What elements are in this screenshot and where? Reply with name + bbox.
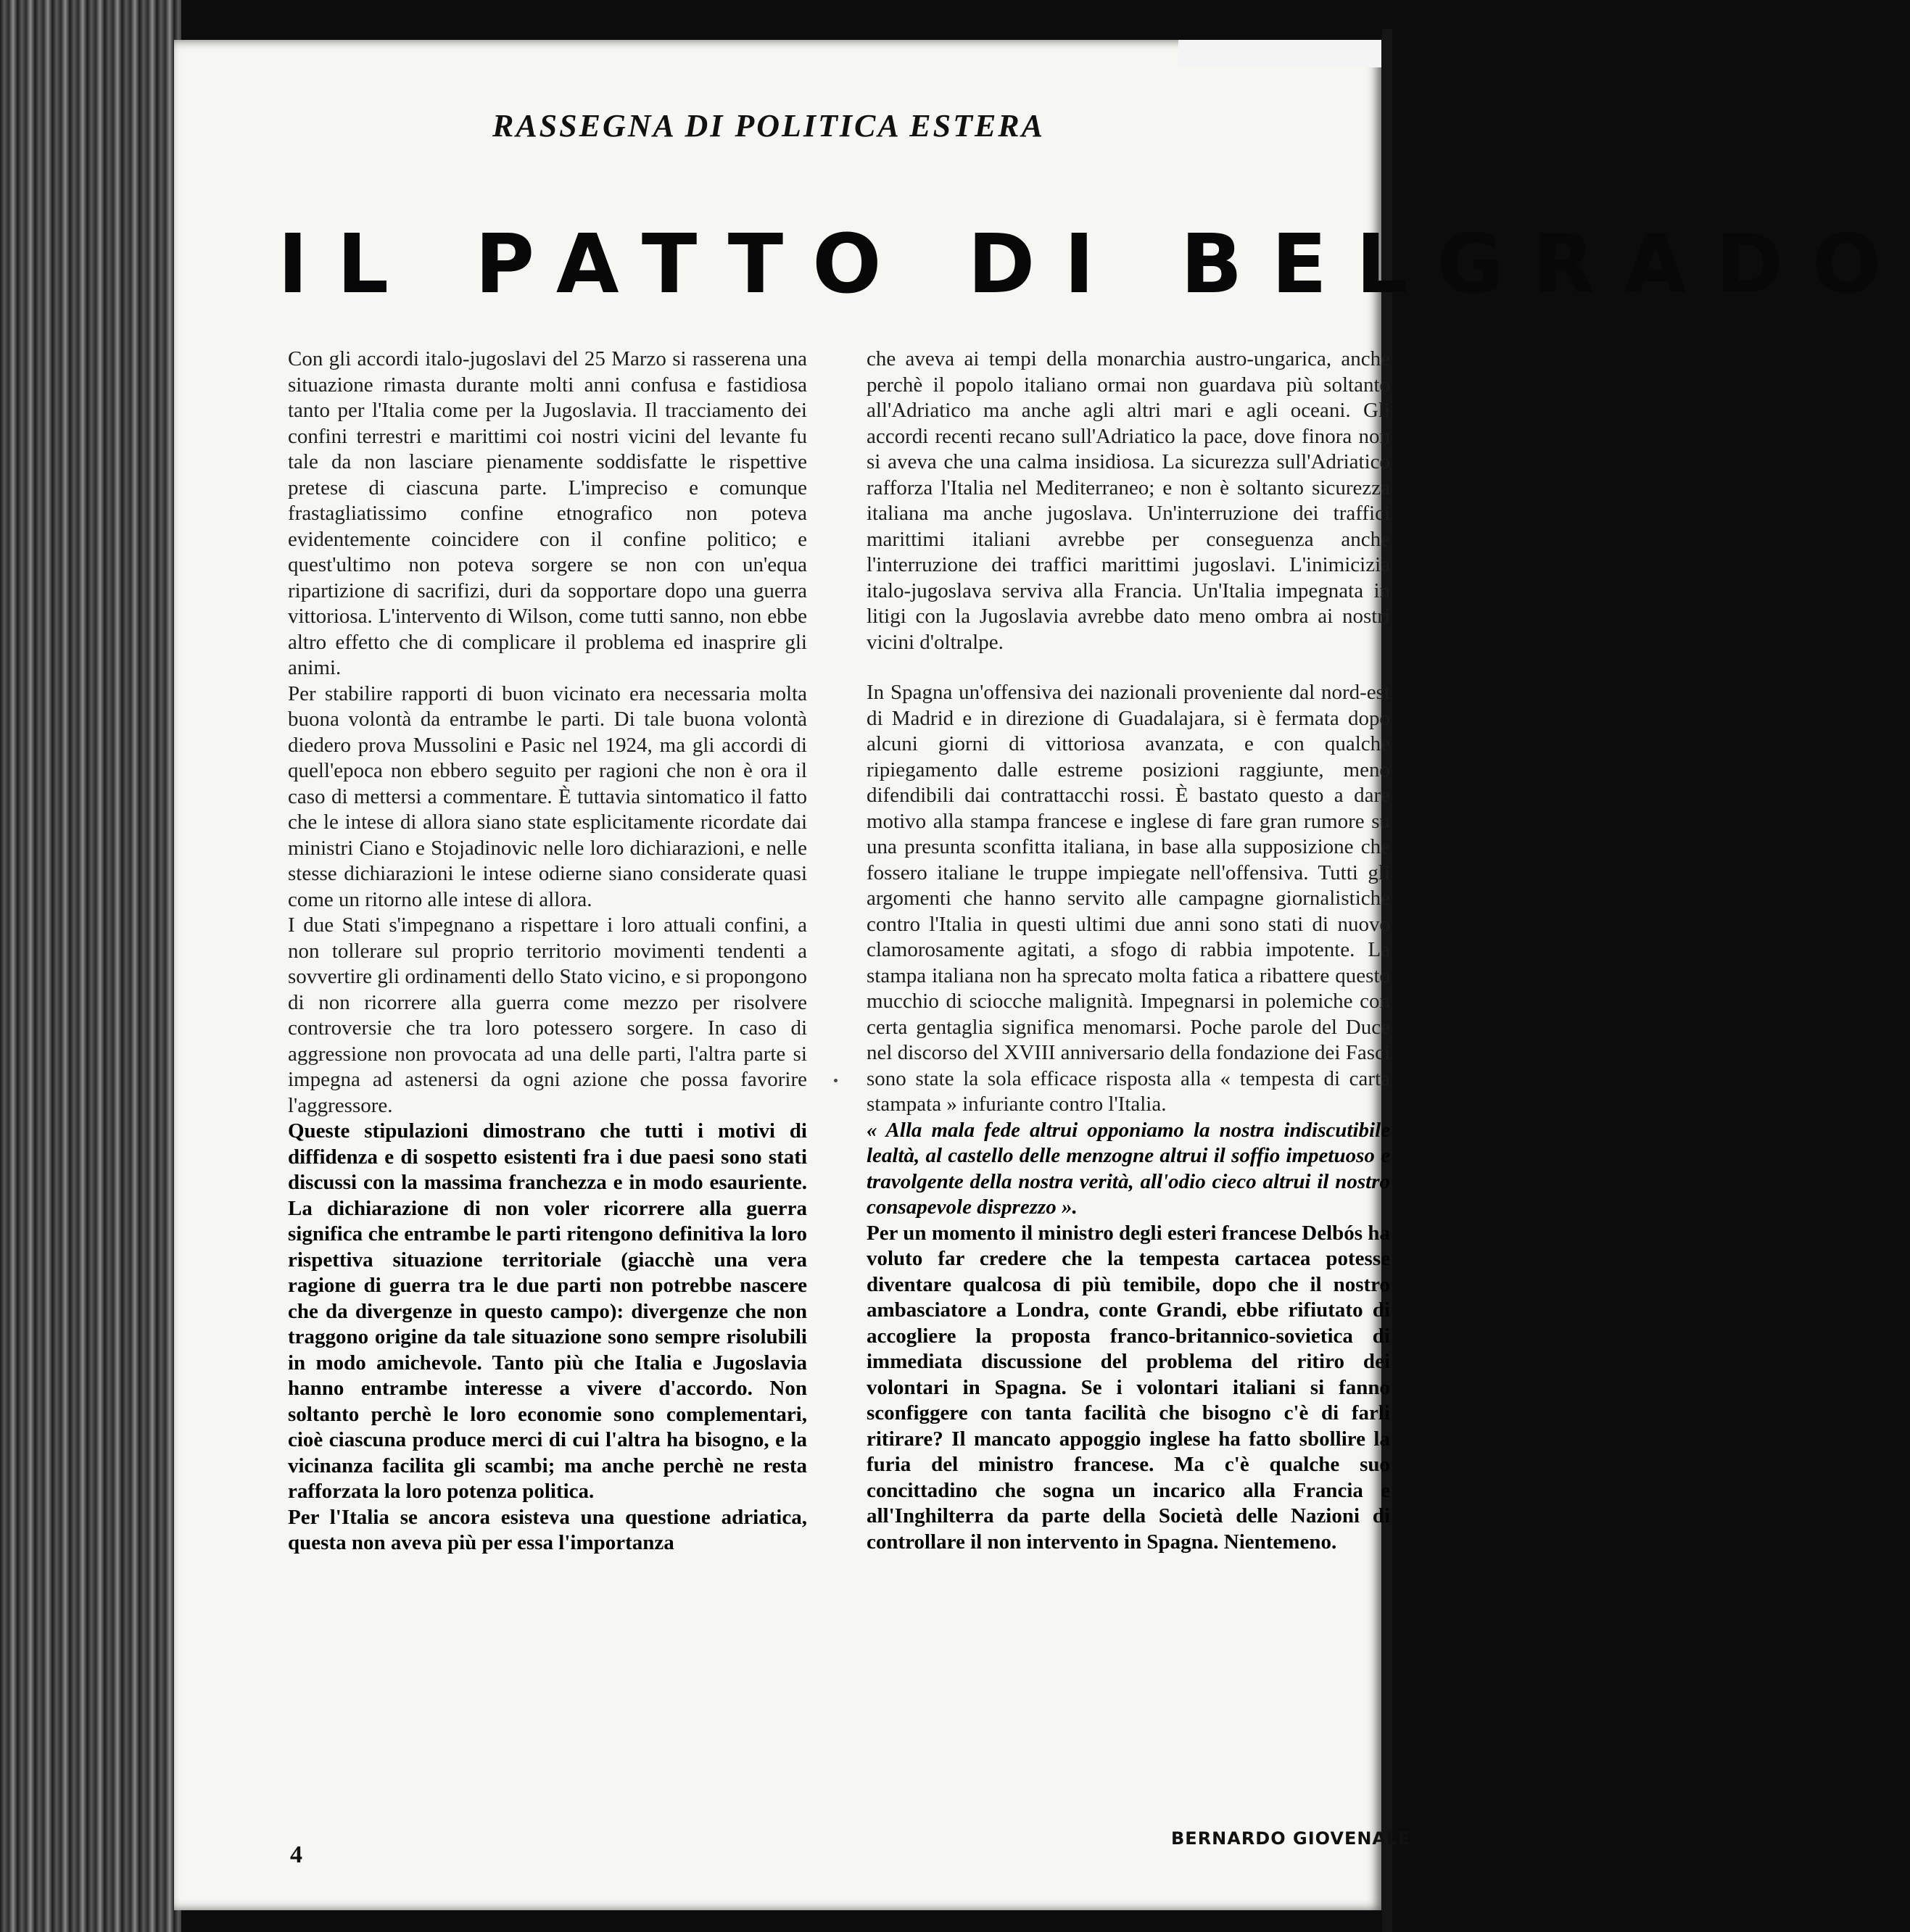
book-spine-edge [0, 0, 181, 1932]
page-corner [1178, 40, 1381, 67]
left-column [288, 347, 807, 1556]
section-rubric: RASSEGNA DI POLITICA ESTERA [492, 108, 1045, 144]
duce-quote: « Alla mala fede altrui opponiamo la nostra indiscutibile lealtà, al castello delle menzogne altrui il soffio impetuoso e travolgente della nostra verità, all'odio cieco altrui il nostro consapevole disprezzo ». [867, 1118, 1390, 1219]
paragraph: Per stabilire rapporti di buon vicinato era necessaria molta buona volontà da entrambe le parti. Di tale buona volontà diedero prova Mussolini e Pasic nel 1924, ma gli accordi di quell'epoca non ebbero seguito per ragioni che non è ora il caso di mettersi a commentare. È tuttavia sintomatico il fatto che le intese di allora siano state esplicitamente ricordate dai ministri Ciano e Stojadinovic nelle loro dichiarazioni, e nelle stesse dichiarazioni le intese odierne siano considerate quasi come un ritorno alle intese di allora. [288, 681, 807, 911]
article-title: IL PATTO DI BELGRADO [278, 217, 1910, 312]
paragraph: che aveva ai tempi della monarchia austro-ungarica, anche perchè il popolo italiano ormai non guardava più soltanto all'Adriatico ma anche agli altri mari e agli oceani. Gli accordi recenti recano sull'Adriatico la pace, dove finora non si aveva che una calma insidiosa. La sicurezza sull'Adriatico rafforza l'Italia nel Mediterraneo; e non è soltanto sicurezza italiana ma anche jugoslava. Un'interruzione dei traffici marittimi italiani avrebbe per conseguenza anche l'interruzione dei traffici marittimi jugoslavi. L'inimicizia italo-jugoslava serviva alla Francia. Un'Italia impegnata in litigi con la Jugoslavia avrebbe dato meno ombra ai nostri vicini d'oltralpe. [867, 347, 1390, 654]
paragraph: In Spagna un'offensiva dei nazionali proveniente dal nord-est di Madrid e in direzione di Guadalajara, si è fermata dopo alcuni giorni di vittoriosa avanzata, e con qualche ripiegamento dalle estreme posizioni raggiunte, meno difendibili dai contrattacchi rossi. È bastato questo a dare motivo alla stampa francese e inglese di fare gran rumore su una presunta sconfitta italiana, in base alla supposizione che fossero italiane le truppe impiegate nell'offensiva. Tutti gli argomenti che hanno servito alle campagne giornalistiche contro l'Italia in questi ultimi due anni sono stati di nuovo clamorosamente agitati, a sfogo di rabbia impotente. La stampa italiana non ha sprecato molta fatica a ribattere questo mucchio di sciocche malignità. Impegnarsi in polemiche con certa gentaglia significa menomarsi. Poche parole del Duce nel discorso del XVIII anniversario della fondazione dei Fasci sono state la sola efficace risposta alla « tempesta di carta stampata » infuriante contro l'Italia. [867, 681, 1390, 1116]
paragraph: Queste stipulazioni dimostrano che tutti i motivi di diffidenza e di sospetto esistenti fra i due paesi sono stati discussi con la massima franchezza e in modo esauriente. La dichiarazione di non voler ricorrere alla guerra significa che entrambe le parti ritengono definitiva la loro rispettiva situazione territoriale (giacchè una vera ragione di guerra tra le due parti non potrebbe nascere che da divergenze in questo campo): divergenze che non traggono origine da tale situazione sono sempre risolubili in modo amichevole. Tanto più che Italia e Jugoslavia hanno entrambe interesse a vivere d'accordo. Non soltanto perchè le loro economie sono complementari, cioè ciascuna produce merci di cui l'altra ha bisogno, e la vicinanza facilita gli scambi; ma anche perchè ne resta rafforzata la loro potenza politica. [288, 1119, 807, 1503]
paragraph: I due Stati s'impegnano a rispettare i loro attuali confini, a non tollerare sul proprio territorio movimenti tendenti a sovvertire gli ordinamenti dello Stato vicino, e si propongono di non ricorrere alla guerra come mezzo per risolvere controversie che tra loro potessero sorgere. In caso di aggressione non provocata ad una delle parti, l'altra parte si impegna ad astenersi da ogni azione che possa favorire l'aggressore. [288, 913, 807, 1117]
paragraph: Per un momento il ministro degli esteri francese Delbós ha voluto far credere che la tempesta cartacea potesse diventare qualcosa di più temibile, dopo che il nostro ambasciatore a Londra, conte Grandi, ebbe rifiutato di accogliere la proposta franco-britannico-sovietica di immediata discussione del problema del ritiro dei volontari in Spagna. Se i volontari italiani si fanno sconfiggere con tanta facilità che bisogno c'è di farli ritirare? Il mancato appoggio inglese ha fatto sbollire la furia del ministro francese. Ma c'è qualche suo concittadino che sogna un incarico alla Francia e all'Inghilterra da parte della Società delle Nazioni di controllare il non intervento in Spagna. Nientemeno. [867, 1221, 1390, 1554]
author-signature: BERNARDO GIOVENALE [1171, 1828, 1411, 1849]
right-column [867, 347, 1390, 1555]
ink-speck [834, 1079, 838, 1082]
paragraph: Con gli accordi italo-jugoslavi del 25 Marzo si rasserena una situazione rimasta durante molti anni confusa e fastidiosa tanto per l'Italia come per la Jugoslavia. Il tracciamento dei confini terrestri e marittimi coi nostri vicini del levante fu tale da non lasciare pienamente soddisfatte le rispettive pretese di ciascuna parte. L'impreciso e comunque frastagliatissimo confine etnografico non poteva evidentemente coincidere con il confine politico; e quest'ultimo non poteva sorgere se non con un'equa ripartizione di sacrifizi, duri da sopportare dopo una guerra vittoriosa. L'intervento di Wilson, come tutti sanno, non ebbe altro effetto che di complicare il problema ed inasprire gli animi. [288, 347, 807, 679]
page-number: 4 [290, 1841, 302, 1868]
paragraph: Per l'Italia se ancora esisteva una questione adriatica, questa non aveva più per essa l'importanza [288, 1505, 807, 1554]
